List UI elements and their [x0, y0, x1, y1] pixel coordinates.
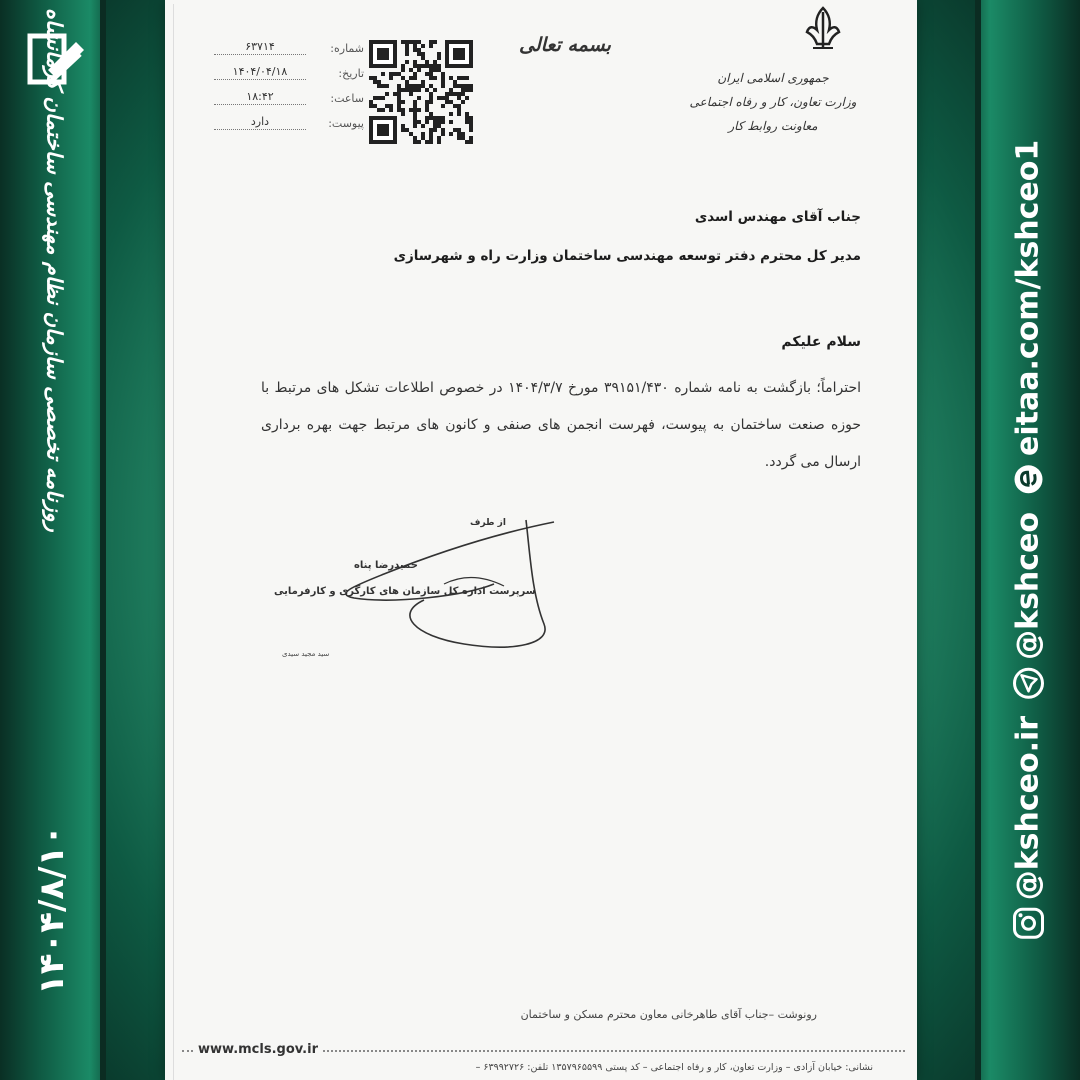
social-telegram[interactable] [1011, 512, 1046, 700]
letter-paper [165, 0, 917, 1080]
social-links [1011, 140, 1046, 941]
bismillah-heading: بسمه تعالی [519, 34, 611, 56]
letter-body: احتراماً؛ بازگشت به نامه شماره ۳۹۱۵۱/۴۳۰ مورخ ۱۴۰۴/۳/۷ در خصوص اطلاعات تشکل های مرتبط با حوزه صنعت ساختمان به پیوست، فهرست انجمن های صنفی و کانون های مرتبط جهت بهره برداری ارسال می گردد. [261, 380, 861, 470]
addressee-title: مدیر کل محترم دفتر توسعه مهندسی ساختمان وزارت راه و شهرسازی [393, 248, 861, 264]
social-instagram-text: @kshceo.ir [1010, 715, 1046, 901]
frame-stripe-left [100, 0, 106, 1080]
org-line-3: معاونت روابط کار [728, 119, 818, 133]
instagram-icon [1011, 906, 1045, 940]
letter-meta [214, 30, 364, 130]
greeting: سلام علیکم [781, 334, 861, 350]
meta-date: تاریخ: ۱۴۰۴/۰۴/۱۸ [214, 55, 364, 80]
frame-stripe-right [975, 0, 981, 1080]
website-link[interactable]: www.mcls.gov.ir [194, 1042, 322, 1057]
publisher-title: روزنامه تخصصی سازمان نظام مهندسی ساختمان کرمانشاه [42, 8, 68, 532]
handwritten-signature [294, 514, 564, 654]
qr-code-icon [369, 40, 473, 144]
signatory-title: سرپرست اداره کل سازمان های کارگری و کارفرمایی [274, 586, 536, 597]
post-date: ۱۴۰۴/۸/۱۰ [32, 824, 72, 996]
stamp-name: سید مجید سیدی [282, 650, 330, 658]
meta-time: ساعت: ۱۸:۴۲ [214, 80, 364, 105]
signature-from: از طرف [470, 518, 506, 528]
telegram-icon [1011, 666, 1045, 700]
org-line-1: جمهوری اسلامی ایران [717, 71, 829, 85]
social-instagram[interactable] [1011, 716, 1046, 940]
cc-line: رونوشت –جناب آقای طاهرخانی معاون محترم مسکن و ساختمان [520, 1008, 817, 1021]
social-eitaa[interactable] [1011, 140, 1046, 496]
organization-header [673, 66, 873, 138]
meta-attachment: پیوست: دارد [214, 105, 364, 130]
social-telegram-text: @kshceo [1010, 511, 1046, 660]
footer-address: نشانی: خیابان آزادی – وزارت تعاون، کار و رفاه اجتماعی – کد پستی ۱۳۵۷۹۶۵۵۹۹ تلفن: ۶۳۹۹۲۷۲۶ – [475, 1062, 873, 1073]
signatory-name: حمیدرضا پناه [354, 560, 418, 571]
eitaa-icon [1011, 462, 1045, 496]
org-line-2: وزارت تعاون، کار و رفاه اجتماعی [689, 95, 857, 109]
iran-emblem-icon [801, 4, 845, 54]
addressee: جناب آقای مهندس اسدی [694, 209, 861, 225]
social-eitaa-text: eitaa.com/kshceo1 [1010, 139, 1046, 456]
meta-number: شماره: ۶۳۷۱۴ [214, 30, 364, 55]
